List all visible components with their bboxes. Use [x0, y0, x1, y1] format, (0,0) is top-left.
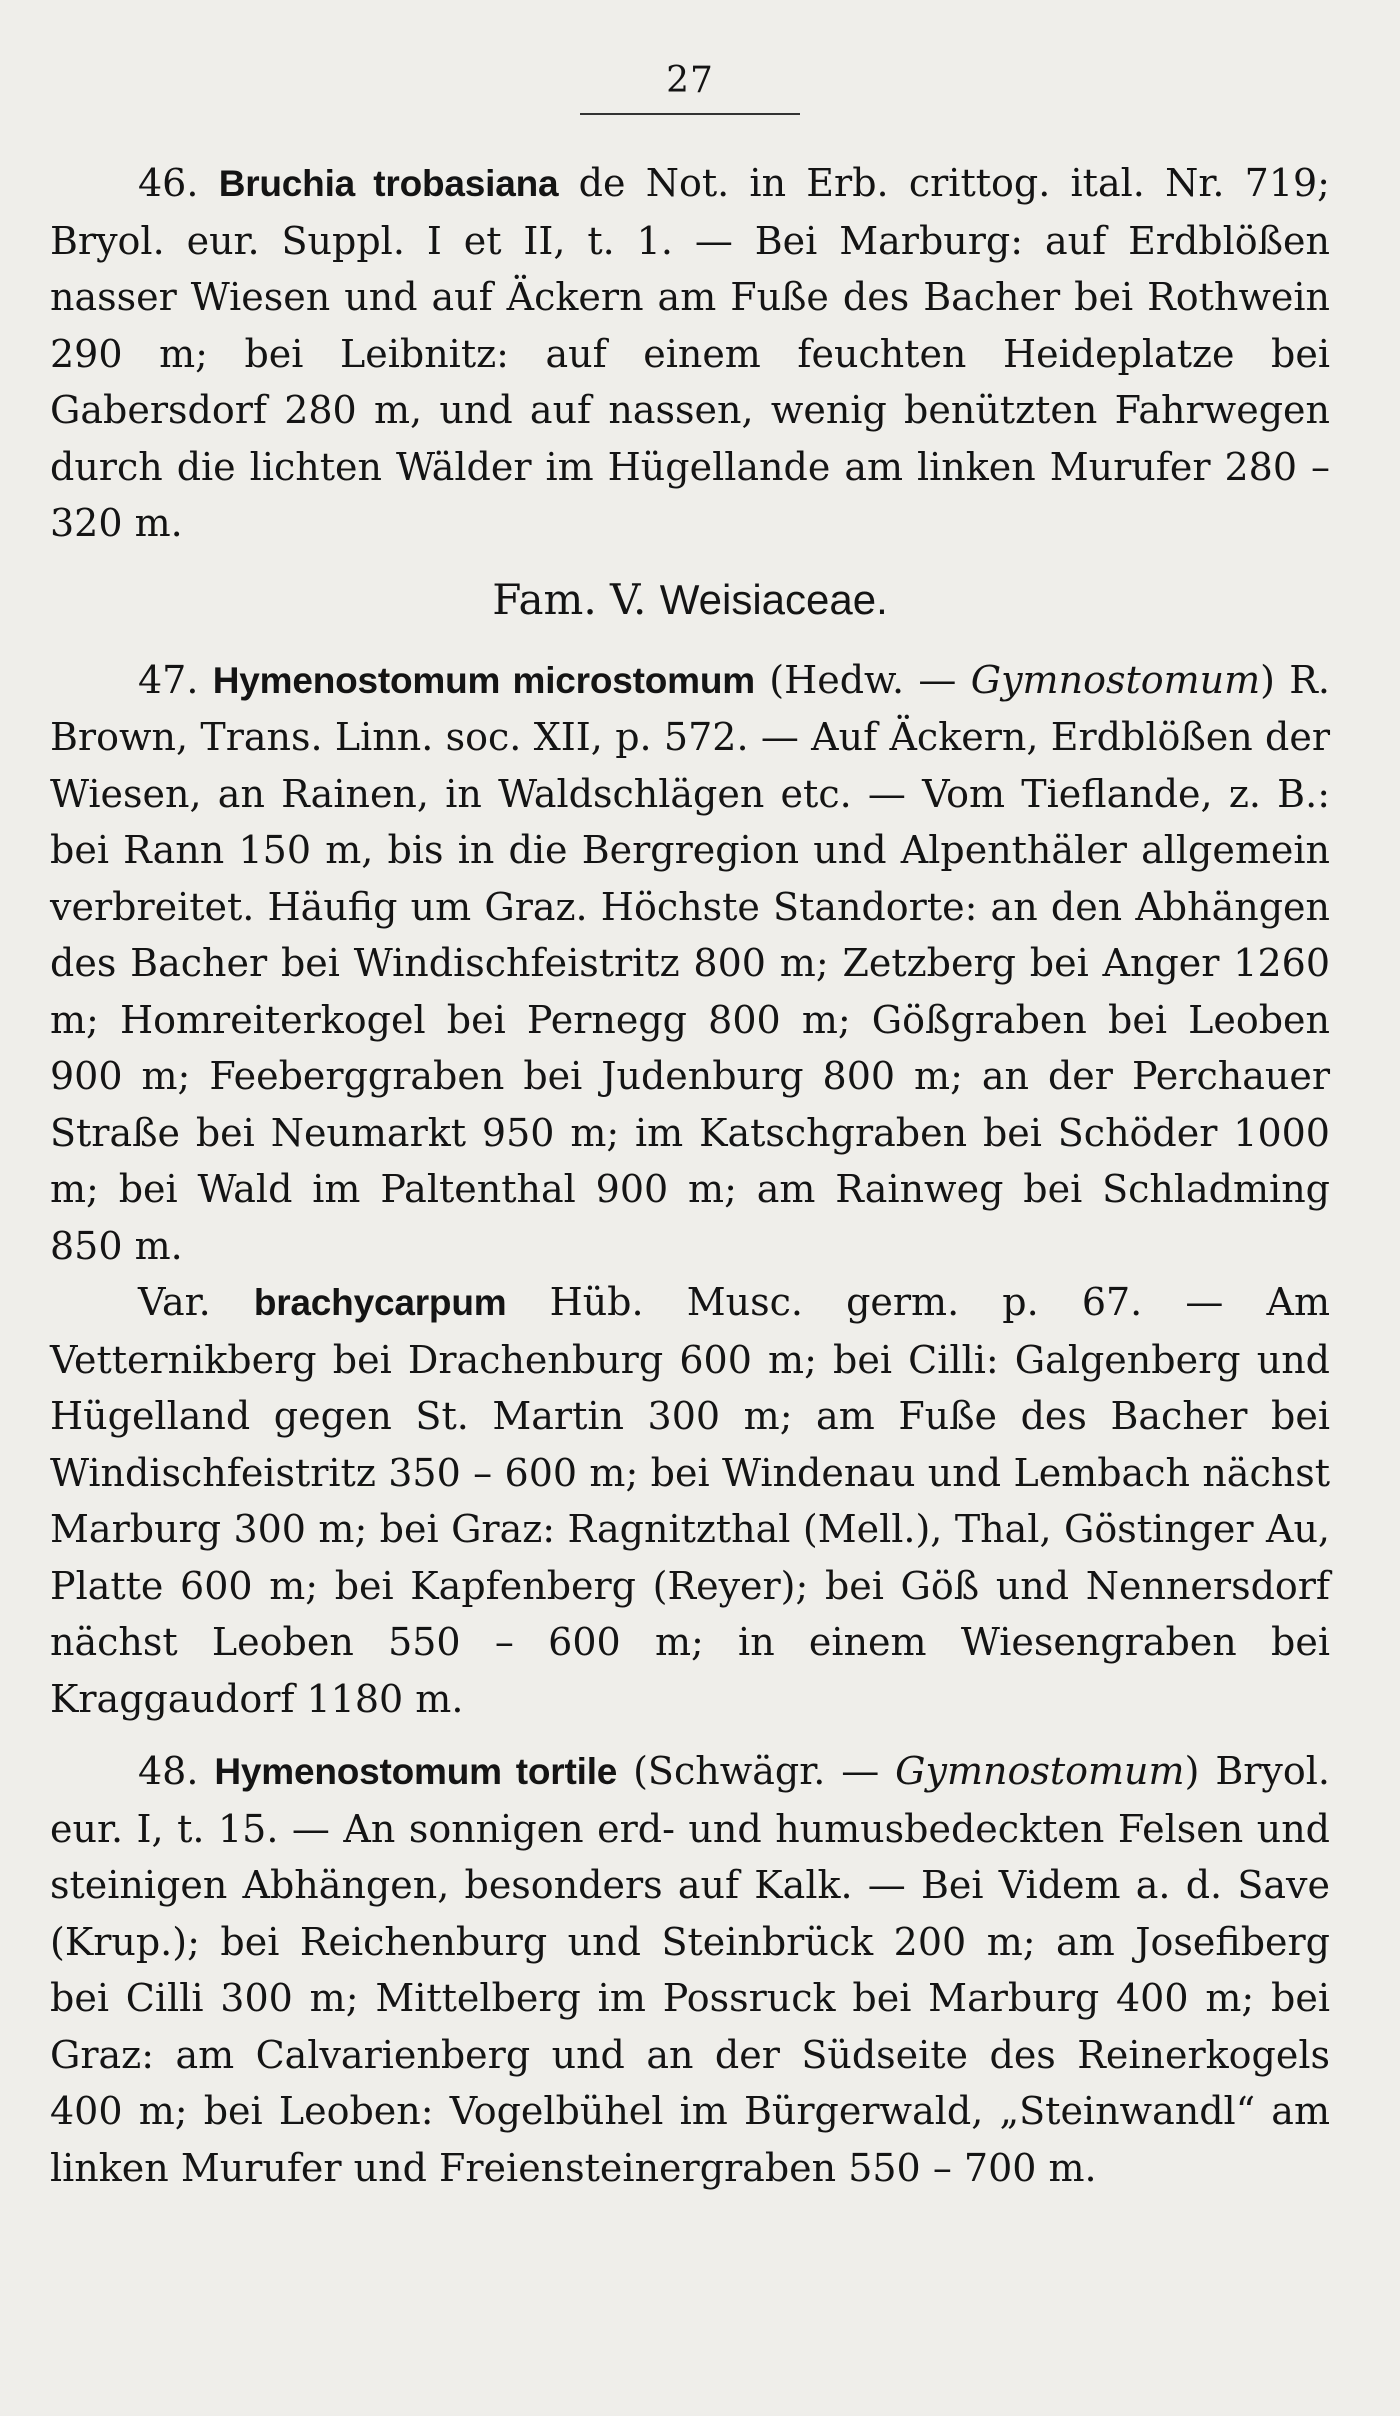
entry-text: R. Brown, Trans. Linn. soc. XII, p. 572. — Auf Äckern, Erdblößen der Wiesen, an Rainen, in Waldschlägen etc. — Vom Tieflande, z. B.: bei Rann 150 m, bis in die Bergregion und Alpenthäler allgemein verbreitet. Häufig um Graz. Höchste Standorte: an den Abhängen des Bacher bei Windischfeistritz 800 m; Zetzberg bei Anger 1260 m; Homreiterkogel bei Pernegg 800 m; Gößgraben bei Leoben 900 m; Feeberggraben bei Judenburg 800 m; an der Perchauer Straße bei Neumarkt 950 m; im Katschgraben bei Schöder 1000 m; bei Wald im Paltenthal 900 m; am Rainweg bei Schladming 850 m. [50, 657, 1330, 1268]
synonym-close: ) [1184, 1749, 1200, 1793]
entry-number: 46. [138, 161, 199, 205]
entry-46 [50, 155, 1330, 552]
variety-entry [50, 1274, 1330, 1727]
family-name: Weisiaceae. [659, 575, 888, 623]
synonym-open: (Schwägr. — [633, 1749, 896, 1793]
entry-47 [50, 652, 1330, 1275]
variety-text: Hüb. Musc. germ. p. 67. — Am Vetternikberg bei Drachenburg 600 m; bei Cilli: Galgenberg und Hügelland gegen St. Martin 300 m; am Fuße des Bacher bei Windischfeistritz 350 – 600 m; bei Windenau und Lembach nächst Marburg 300 m; bei Graz: Ragnitzthal (Mell.), Thal, Göstinger Au, Platte 600 m; bei Kapfenberg (Reyer); bei Göß und Nennersdorf nächst Leoben 550 – 600 m; in einem Wiesengraben bei Kraggaudorf 1180 m. [50, 1280, 1330, 1721]
species-name: Hymenostomum tortile [214, 1751, 618, 1792]
paragraph-spacer [50, 1727, 1330, 1743]
body-text [50, 155, 1330, 2196]
page-number: 27 [666, 60, 714, 101]
species-name: Bruchia trobasiana [218, 163, 559, 204]
entry-48 [50, 1743, 1330, 2196]
variety-prefix: Var. [138, 1280, 211, 1324]
entry-text: Bryol. eur. I, t. 15. — An sonnigen erd- und humusbedeckten Felsen und steinigen Abhängen, besonders auf Kalk. — Bei Videm a. d. Save (Krup.); bei Reichenburg und Steinbrück 200 m; am Josefiberg bei Cilli 300 m; Mittelberg im Possruck bei Marburg 400 m; bei Graz: am Calvarienberg und an der Südseite des Reinerkogels 400 m; bei Leoben: Vogelbühel im Bürgerwald, „Steinwandl“ am linken Murufer und Freiensteinergraben 550 – 700 m. [50, 1749, 1330, 2190]
synonym-genus: Gymnostomum [970, 657, 1261, 702]
entry-text: de Not. in Erb. crittog. ital. Nr. 719; Bryol. eur. Suppl. I et II, t. 1. — Bei Marburg: auf Erdblößen nasser Wiesen und auf Äckern am Fuße des Bacher bei Rothwein 290 m; bei Leibnitz: auf einem feuchten Heideplatze bei Gabersdorf 280 m, und auf nassen, wenig benützten Fahrwegen durch die lichten Wälder im Hügellande am linken Murufer 280 – 320 m. [50, 161, 1330, 545]
entry-number: 48. [138, 1749, 199, 1793]
header-rule [580, 113, 800, 115]
family-heading [50, 570, 1330, 630]
family-prefix: Fam. V. [492, 574, 647, 624]
synonym-genus: Gymnostomum [895, 1749, 1185, 1793]
synonym-close: ) [1260, 657, 1275, 702]
species-name: Hymenostomum microstomum [212, 659, 755, 701]
variety-name: brachycarpum [253, 1282, 507, 1323]
synonym-open: (Hedw. — [769, 657, 971, 702]
entry-number: 47. [138, 657, 199, 702]
